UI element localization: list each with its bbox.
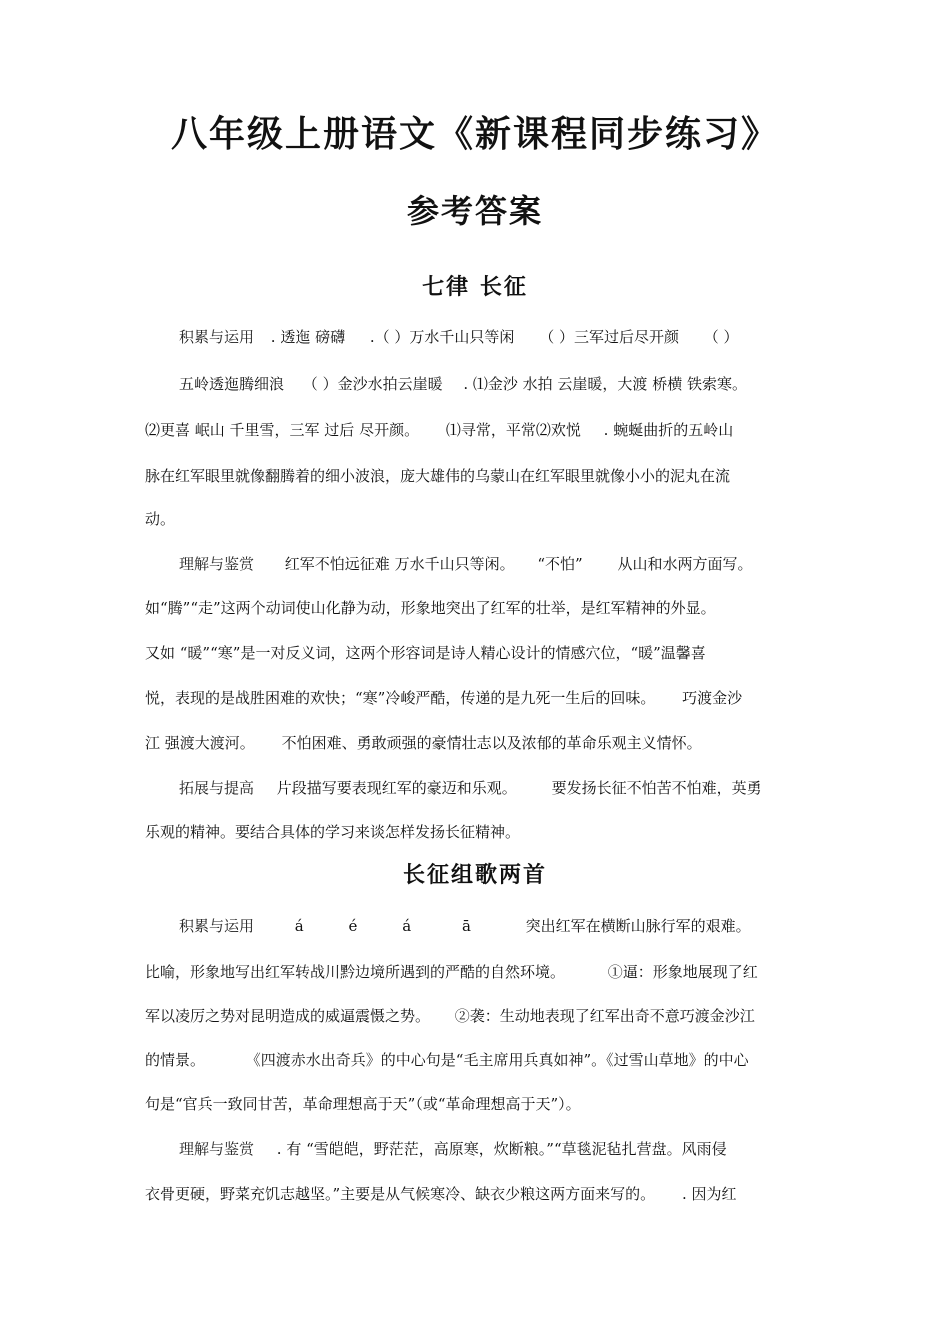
text-span: 《四渡赤水出奇兵》的中心句是“毛主席用兵真如神”。《过雪山草地》的中心 xyxy=(245,1051,749,1069)
text-span: 的情景。 xyxy=(145,1051,206,1069)
text-span: 红军不怕远征难 万水千山只等闲。 xyxy=(284,555,515,573)
text-span: . 透迤 磅礴 xyxy=(270,328,346,346)
text-span: 衣骨更硬，野菜充饥志越坚。”主要是从气候寒冷、缺衣少粮这两方面来写的。 xyxy=(145,1185,656,1203)
pinyin-item: ā xyxy=(461,917,471,935)
text-span: 不怕困难、勇敢顽强的豪情壮志以及浓郁的革命乐观主义情怀。 xyxy=(281,734,702,752)
text-span: （ ）金沙水拍云崖暖 xyxy=(302,375,443,393)
text-span: 巧渡金沙 xyxy=(682,689,743,707)
s1-p2-line3: 又如 “暖”“寒”是一对反义词，这两个形容词是诗人精心设计的情感穴位，“暖”温馨喜 xyxy=(145,644,706,662)
s2-p2-line2 xyxy=(145,1184,737,1204)
text-span: . 蜿蜒曲折的五岭山 xyxy=(603,421,734,439)
text-span: ②袭：生动地表现了红军出奇不意巧渡金沙江 xyxy=(454,1007,755,1025)
s1-p3-line1 xyxy=(179,778,762,798)
text-span: 突出红军在横断山脉行军的艰难。 xyxy=(525,917,751,935)
text-span: 要发扬长征不怕苦不怕难，英勇 xyxy=(551,779,762,797)
document-subtitle: 参考答案 xyxy=(406,192,543,230)
s1-p1-line3 xyxy=(145,420,733,440)
section-title-qilv-changzheng: 七律 长征 xyxy=(422,275,528,300)
pinyin-item: á xyxy=(294,917,304,935)
text-span: . 有 “雪皑皑，野茫茫，高原寒，炊断粮。”“草毯泥毡扎营盘。风雨侵 xyxy=(276,1140,727,1158)
text-span: 片段描写要表现红军的豪迈和乐观。 xyxy=(276,779,517,797)
s1-p1-line4: 脉在红军眼里就像翻腾着的细小波浪，庞大雄伟的乌蒙山在红军眼里就像小小的泥丸在流 xyxy=(145,467,731,485)
pinyin-item: é xyxy=(348,917,358,935)
s2-p1-line1 xyxy=(179,916,751,936)
text-span: ①逼：形象地展现了红 xyxy=(607,963,758,981)
s1-p3-line2: 乐观的精神。要结合具体的学习来谈怎样发扬长征精神。 xyxy=(145,823,521,841)
text-span: （ ） xyxy=(703,328,739,346)
section-label: 理解与鉴赏 xyxy=(179,1140,255,1158)
text-span: 五岭透迤腾细浪 xyxy=(179,375,285,393)
text-span: 比喻，形象地写出红军转战川黔边境所遇到的严酷的自然环境。 xyxy=(145,963,566,981)
text-span: 军以凌厉之势对昆明造成的威逼震慑之势。 xyxy=(145,1007,431,1025)
text-span: 江 强渡大渡河。 xyxy=(145,734,255,752)
section-label: 拓展与提高 xyxy=(179,779,255,797)
s1-p1-line2 xyxy=(179,374,747,394)
s2-p2-line1 xyxy=(179,1139,727,1159)
s2-p1-line5: 句是“官兵一致同甘苦，革命理想高于天”（或“革命理想高于天”）。 xyxy=(145,1095,581,1113)
text-span: . ⑴金沙 水拍 云崖暖，大渡 桥横 铁索寒。 xyxy=(463,375,747,393)
s2-p1-line3 xyxy=(145,1006,755,1026)
document-title: 八年级上册语文《新课程同步练习》 xyxy=(170,114,779,155)
text-span: .（ ）万水千山只等闲 xyxy=(369,328,515,346)
section-label: 积累与运用 xyxy=(179,328,255,346)
text-span: 从山和水两方面写。 xyxy=(617,555,753,573)
s1-p1-line1 xyxy=(179,327,739,347)
text-span: （ ）三军过后尽开颜 xyxy=(539,328,679,346)
s2-p1-line2 xyxy=(145,962,758,982)
section-label: 积累与运用 xyxy=(179,917,255,935)
text-span: ⑵更喜 岷山 千里雪，三军 过后 尽开颜。 xyxy=(145,421,420,439)
s1-p2-line1 xyxy=(179,554,753,574)
s1-p2-line5 xyxy=(145,733,702,753)
pinyin-item: á xyxy=(402,917,412,935)
s2-p1-line4 xyxy=(145,1050,749,1070)
section-title-changzheng-zuge: 长征组歌两首 xyxy=(402,863,547,888)
text-span: ⑴寻常，平常⑵欢悦 xyxy=(445,421,581,439)
text-span: . 因为红 xyxy=(681,1185,737,1203)
text-span: 悦，表现的是战胜困难的欢快；“寒”冷峻严酷，传递的是九死一生后的回味。 xyxy=(145,689,656,707)
s1-p2-line4 xyxy=(145,688,742,708)
s1-p2-line2: 如“腾”“走”这两个动词使山化静为动，形象地突出了红军的壮举，是红军精神的外显。 xyxy=(145,599,716,617)
text-span: “不怕” xyxy=(537,555,583,573)
section-label: 理解与鉴赏 xyxy=(179,555,255,573)
s1-p1-line5: 动。 xyxy=(145,510,176,528)
